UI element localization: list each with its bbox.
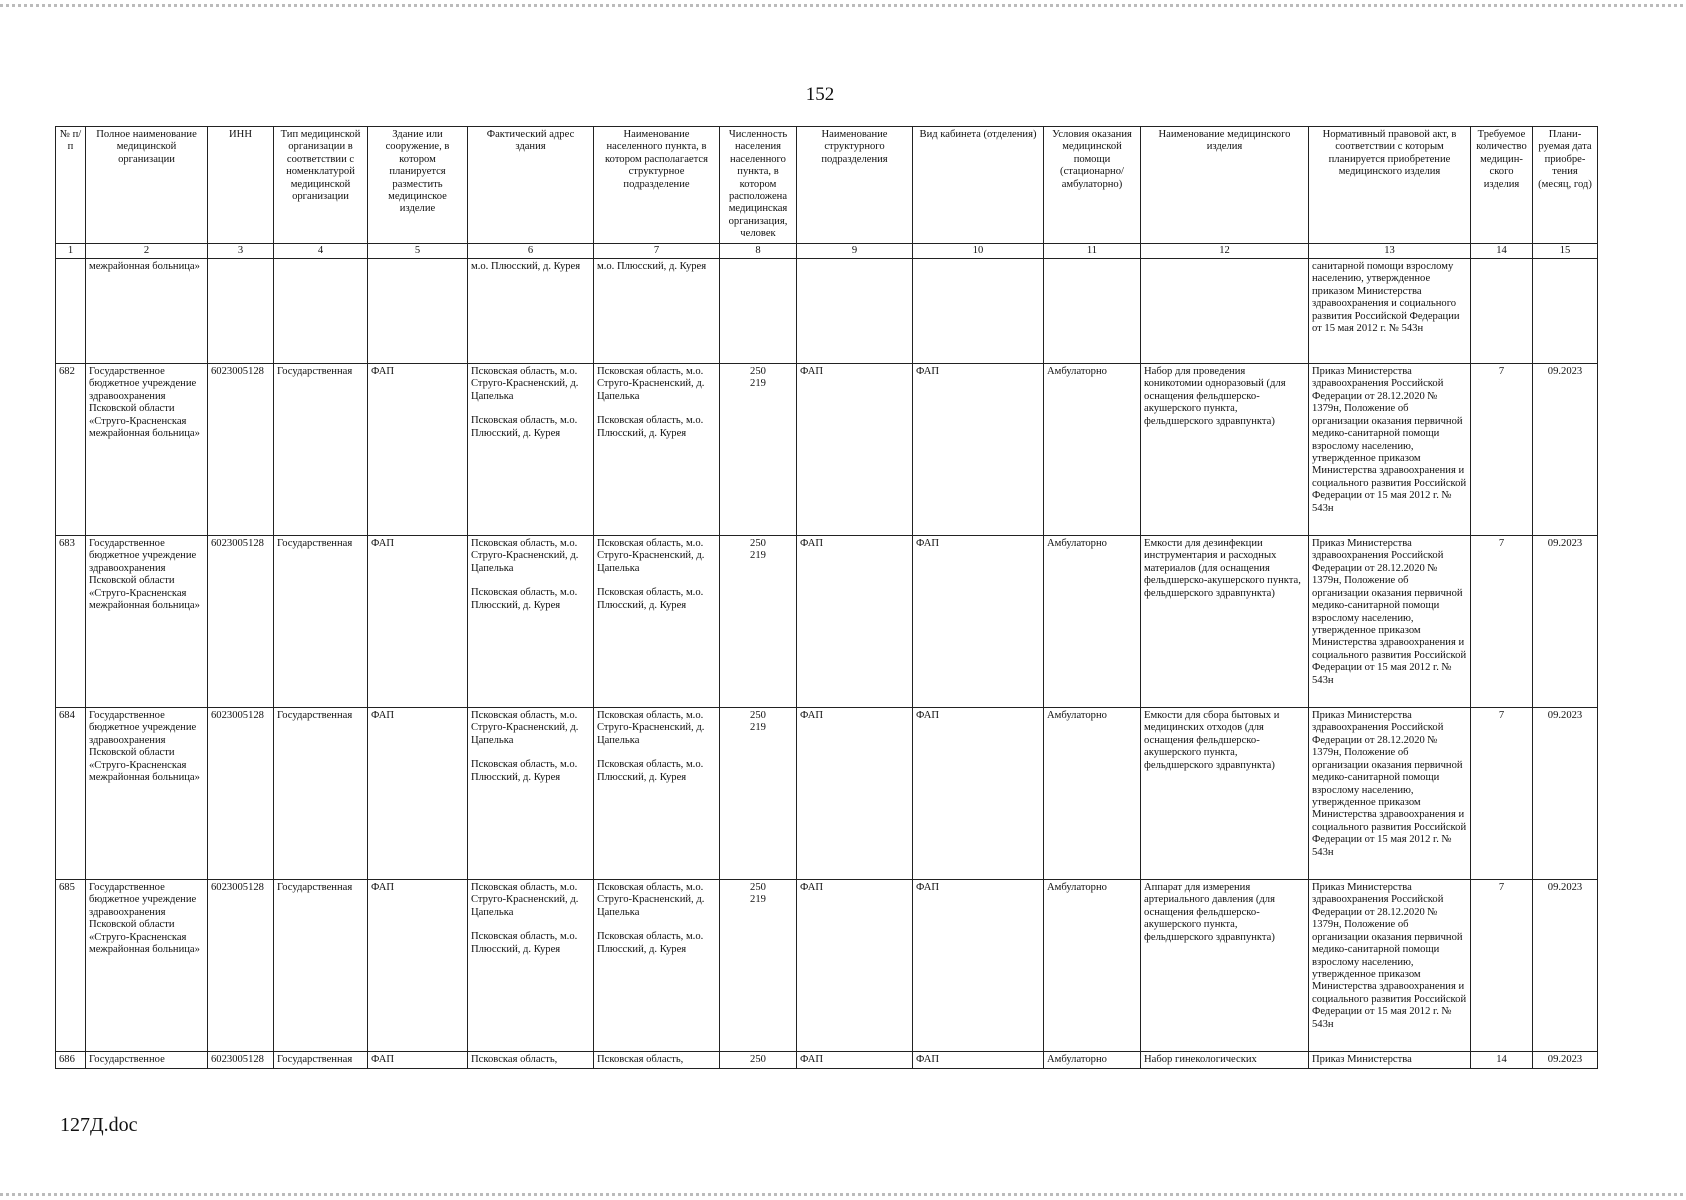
cell-date: 09.2023 [1533,364,1598,536]
cell-device: Набор для проведения коникотомии одноразовый (для оснащения фельдшерско-акушерского пункта, фельдшерского здравпункта) [1141,364,1309,536]
col-header-settlement: Наименование населенного пункта, в котором располагается структурное подразделение [594,127,720,244]
cell-num: 685 [56,880,86,1052]
page-number: 152 [805,84,835,105]
col-number: 12 [1141,243,1309,258]
table-row [56,364,1598,536]
cell-settlement [594,536,720,708]
cell-type: Государственная [274,536,368,708]
cell-act: Приказ Министерства [1309,1052,1471,1069]
cell-settlement [594,880,720,1052]
cell-unit: ФАП [797,536,913,708]
cell-quantity: 7 [1471,364,1533,536]
cell-org: Государственное бюджетное учреждение здравоохранения Псковской области «Струго-Красненская межрайонная больница» [86,536,208,708]
population-value: 219 [750,894,766,906]
cell-conditions: Амбулаторно [1044,708,1141,880]
population-value: 250 [750,882,766,894]
cell-population [720,880,797,1052]
col-header-cabinet: Вид кабинета (отделения) [913,127,1044,244]
col-number: 6 [468,243,594,258]
cell-act: Приказ Министерства здравоохранения Российской Федерации от 28.12.2020 № 1379н, Положение об организации оказания первичной медико-санитарной помощи взрослому населению, утвержденное приказом Министерства здравоохранения и социального развития Российской Федерации от 15 мая 2012 г. № 543н [1309,364,1471,536]
cell-act: Приказ Министерства здравоохранения Российской Федерации от 28.12.2020 № 1379н, Положение об организации оказания первичной медико-санитарной помощи взрослому населению, утвержденное приказом Министерства здравоохранения и социального развития Российской Федерации от 15 мая 2012 г. № 543н [1309,708,1471,880]
cell-inn: 6023005128 [208,708,274,880]
settlement-line: Псковская область, м.о. Струго-Красненский, д. Цапелька [597,710,705,746]
cell-address [468,880,594,1052]
cell-unit: ФАП [797,364,913,536]
cell-cabinet: ФАП [913,1052,1044,1069]
col-header-date: Плани-руемая дата приобре-тения (месяц, год) [1533,127,1598,244]
col-header-address: Фактический адрес здания [468,127,594,244]
cell-org: Государственное бюджетное учреждение здравоохранения Псковской области «Струго-Красненская межрайонная больница» [86,880,208,1052]
cell-address [468,708,594,880]
population-value: 250 [750,366,766,378]
settlement-line: Псковская область, м.о. Плюсский, д. Курея [597,931,704,955]
settlement-line: Псковская область, м.о. Струго-Красненский, д. Цапелька [597,366,705,402]
cell-device: Аппарат для измерения артериального давления (для оснащения фельдшерско-акушерского пункта, фельдшерского здравпункта) [1141,880,1309,1052]
cell-settlement [594,364,720,536]
address-line: Псковская область, м.о. Плюсский, д. Курея [471,759,578,783]
document-filename: 127Д.doc [60,1114,138,1136]
settlement-line: Псковская область, м.о. Струго-Красненский, д. Цапелька [597,538,705,574]
cell-num: 683 [56,536,86,708]
col-header-population: Численность населения населенного пункта, в котором расположена медицинская организация, человек [720,127,797,244]
address-line: Псковская область, м.о. Струго-Красненский, д. Цапелька [471,882,579,918]
cell-settlement [594,708,720,880]
cell-address [468,364,594,536]
cell-population [720,536,797,708]
cell-type: Государственная [274,708,368,880]
cell-unit: ФАП [797,708,913,880]
col-number: 4 [274,243,368,258]
cell-quantity: 14 [1471,1052,1533,1069]
cell-conditions: Амбулаторно [1044,364,1141,536]
cell-act: Приказ Министерства здравоохранения Российской Федерации от 28.12.2020 № 1379н, Положение об организации оказания первичной медико-санитарной помощи взрослому населению, утвержденное приказом Министерства здравоохранения и социального развития Российской Федерации от 15 мая 2012 г. № 543н [1309,536,1471,708]
partial-row [56,1052,1598,1069]
cell-conditions: Амбулаторно [1044,536,1141,708]
cell-quantity: 7 [1471,708,1533,880]
cell-quantity: 7 [1471,880,1533,1052]
cell-inn: 6023005128 [208,536,274,708]
cell-type: Государственная [274,1052,368,1069]
address-line: Псковская область, м.о. Плюсский, д. Курея [471,587,578,611]
cell-settlement: Псковская область, [594,1052,720,1069]
table-row [56,708,1598,880]
col-number: 2 [86,243,208,258]
cell-num: 684 [56,708,86,880]
cell-conditions: Амбулаторно [1044,880,1141,1052]
cell-org: межрайонная больница» [86,259,208,364]
cell-address: м.о. Плюсский, д. Курея [468,259,594,364]
address-line: Псковская область, м.о. Струго-Красненский, д. Цапелька [471,538,579,574]
cell-num: 686 [56,1052,86,1069]
cell-cabinet: ФАП [913,708,1044,880]
col-header-building: Здание или сооружение, в котором планируется разместить медицинское изделие [368,127,468,244]
cell-inn: 6023005128 [208,364,274,536]
population-value: 219 [750,550,766,562]
population-value: 250 [750,538,766,550]
cell-building: ФАП [368,364,468,536]
medical-equipment-table [55,126,1598,1069]
col-header-num: № п/п [56,127,86,244]
cell-device: Набор гинекологических [1141,1052,1309,1069]
col-number: 10 [913,243,1044,258]
cell-date: 09.2023 [1533,708,1598,880]
cell-unit: ФАП [797,1052,913,1069]
population-value: 219 [750,722,766,734]
cell-conditions: Амбулаторно [1044,1052,1141,1069]
address-line: Псковская область, м.о. Струго-Красненский, д. Цапелька [471,366,579,402]
settlement-line: Псковская область, м.о. Плюсский, д. Курея [597,759,704,783]
column-number-row [56,243,1598,258]
col-number: 13 [1309,243,1471,258]
col-header-device: Наименование медицинского изделия [1141,127,1309,244]
cell-num: 682 [56,364,86,536]
cell-org: Государственное бюджетное учреждение здравоохранения Псковской области «Струго-Красненская межрайонная больница» [86,708,208,880]
cell-date: 09.2023 [1533,1052,1598,1069]
cell-building: ФАП [368,880,468,1052]
cell-inn: 6023005128 [208,1052,274,1069]
col-number: 11 [1044,243,1141,258]
col-number: 15 [1533,243,1598,258]
cell-device: Емкости для дезинфекции инструментария и расходных материалов (для оснащения фельдшерско-акушерского пункта, фельдшерского здравпункта) [1141,536,1309,708]
settlement-line: Псковская область, м.о. Струго-Красненский, д. Цапелька [597,882,705,918]
cell-population: 250 [720,1052,797,1069]
cell-act: санитарной помощи взрослому населению, утвержденное приказом Министерства здравоохранения и социального развития Российской Федерации от 15 мая 2012 г. № 543н [1309,259,1471,364]
address-line: Псковская область, м.о. Плюсский, д. Курея [471,931,578,955]
scan-bottom-edge [0,1193,1686,1196]
header-row [56,127,1598,244]
cell-address [468,536,594,708]
cell-cabinet: ФАП [913,536,1044,708]
col-number: 7 [594,243,720,258]
col-number: 9 [797,243,913,258]
cell-settlement: м.о. Плюсский, д. Курея [594,259,720,364]
cell-cabinet: ФАП [913,364,1044,536]
col-header-act: Нормативный правовой акт, в соответствии с которым планируется приобретение медицинского изделия [1309,127,1471,244]
col-header-inn: ИНН [208,127,274,244]
scan-top-edge [0,4,1686,7]
cell-building: ФАП [368,708,468,880]
address-line: Псковская область, м.о. Струго-Красненский, д. Цапелька [471,710,579,746]
col-header-quantity: Требуемое количество медицин-ского изделия [1471,127,1533,244]
cell-org: Государственное [86,1052,208,1069]
cell-quantity: 7 [1471,536,1533,708]
cell-unit: ФАП [797,880,913,1052]
cell-date: 09.2023 [1533,536,1598,708]
col-header-org: Полное наименование медицинской организации [86,127,208,244]
col-number: 5 [368,243,468,258]
col-number: 1 [56,243,86,258]
cell-type: Государственная [274,880,368,1052]
col-header-unit: Наименование структурного подразделения [797,127,913,244]
col-number: 8 [720,243,797,258]
cell-building: ФАП [368,1052,468,1069]
cell-inn: 6023005128 [208,880,274,1052]
population-value: 219 [750,378,766,390]
settlement-line: Псковская область, м.о. Плюсский, д. Курея [597,587,704,611]
cell-population [720,708,797,880]
population-value: 250 [750,710,766,722]
cell-address: Псковская область, [468,1052,594,1069]
cell-date: 09.2023 [1533,880,1598,1052]
cell-type: Государственная [274,364,368,536]
address-line: Псковская область, м.о. Плюсский, д. Курея [471,415,578,439]
col-header-conditions: Условия оказания медицинской помощи (стационарно/ амбулаторно) [1044,127,1141,244]
cell-device: Емкости для сбора бытовых и медицинских отходов (для оснащения фельдшерско-акушерского пункта, фельдшерского здравпункта) [1141,708,1309,880]
col-number: 14 [1471,243,1533,258]
continuation-row [56,259,1598,364]
cell-org: Государственное бюджетное учреждение здравоохранения Псковской области «Струго-Красненская межрайонная больница» [86,364,208,536]
cell-building: ФАП [368,536,468,708]
col-header-type: Тип медицинской организации в соответствии с номенклатурой медицинской организации [274,127,368,244]
col-number: 3 [208,243,274,258]
cell-act: Приказ Министерства здравоохранения Российской Федерации от 28.12.2020 № 1379н, Положение об организации оказания первичной медико-санитарной помощи взрослому населению, утвержденное приказом Министерства здравоохранения и социального развития Российской Федерации от 15 мая 2012 г. № 543н [1309,880,1471,1052]
settlement-line: Псковская область, м.о. Плюсский, д. Курея [597,415,704,439]
cell-cabinet: ФАП [913,880,1044,1052]
table-row [56,536,1598,708]
cell-population [720,364,797,536]
table-row [56,880,1598,1052]
